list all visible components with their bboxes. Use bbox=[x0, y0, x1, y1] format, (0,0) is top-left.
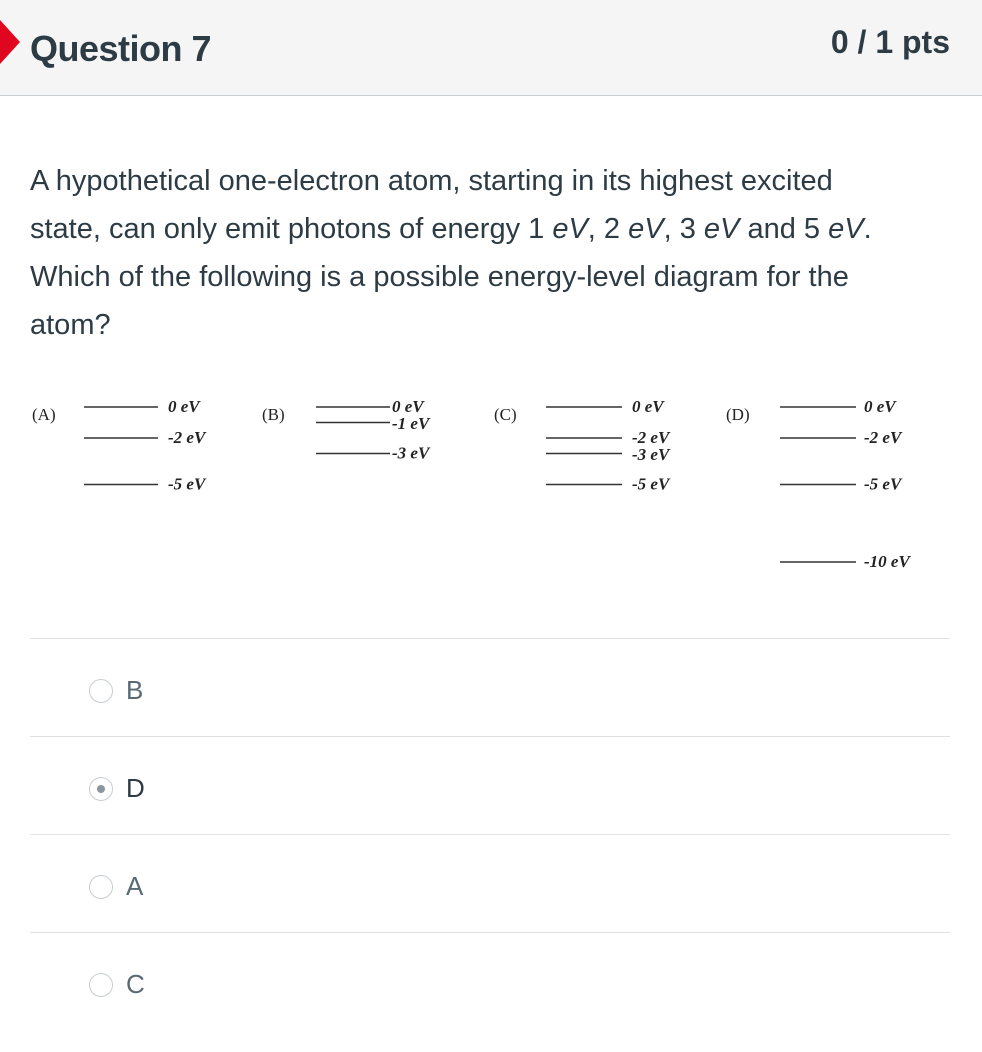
energy-level-label: -2 eV bbox=[632, 428, 670, 447]
answer-label: A bbox=[126, 871, 144, 901]
energy-level-label: -10 eV bbox=[864, 552, 910, 571]
diagram-d bbox=[726, 397, 911, 571]
answer-option[interactable] bbox=[30, 638, 950, 736]
question-title: Question 7 bbox=[30, 28, 212, 69]
diagram-label: (B) bbox=[262, 405, 285, 424]
energy-level-label: 0 eV bbox=[392, 397, 424, 416]
energy-level-label: 0 eV bbox=[864, 397, 896, 416]
energy-level-label: -1 eV bbox=[392, 414, 430, 433]
question-line-1: A hypothetical one-electron atom, starting in its highest excited bbox=[30, 165, 833, 197]
answer-label: D bbox=[126, 773, 145, 803]
answer-list bbox=[30, 638, 950, 1030]
question-line-3: Which of the following is a possible energy-level diagram for the bbox=[30, 261, 849, 293]
answer-option[interactable] bbox=[30, 736, 950, 834]
energy-level-label: 0 eV bbox=[632, 397, 664, 416]
energy-level-label: -5 eV bbox=[864, 474, 902, 494]
energy-level-label: -5 eV bbox=[632, 474, 670, 494]
energy-level-diagrams-svg bbox=[0, 380, 982, 600]
diagram-c bbox=[494, 397, 671, 494]
answer-radio-selected[interactable] bbox=[89, 777, 113, 801]
answer-radio[interactable] bbox=[89, 875, 113, 899]
question-points: 0 / 1 pts bbox=[830, 24, 950, 60]
energy-level-label: -5 eV bbox=[168, 474, 206, 494]
incorrect-flag-icon bbox=[0, 20, 20, 64]
answer-radio[interactable] bbox=[89, 973, 113, 997]
question-text: A hypothetical one-electron atom, starting in its highest excited state, can only emit photons of energy 1 eV, 2 eV, 3 eV and 5 eV. Which of the following is a possible energy-level diagram for the atom? bbox=[30, 165, 872, 341]
energy-level-label: -3 eV bbox=[392, 443, 430, 463]
diagram-a bbox=[32, 397, 207, 494]
answer-option[interactable] bbox=[30, 834, 950, 932]
energy-level-label: -3 eV bbox=[632, 445, 670, 464]
question-header bbox=[0, 0, 982, 96]
energy-level-label: -2 eV bbox=[864, 428, 902, 447]
diagram-label: (C) bbox=[494, 405, 517, 424]
answer-label: C bbox=[126, 969, 145, 999]
diagram-label: (D) bbox=[726, 405, 750, 424]
question-line-4: atom? bbox=[30, 309, 111, 341]
answer-radio[interactable] bbox=[89, 679, 113, 703]
energy-level-label: 0 eV bbox=[168, 397, 200, 416]
energy-level-diagrams bbox=[0, 380, 982, 600]
answer-label: B bbox=[126, 675, 144, 705]
energy-level-label: -2 eV bbox=[168, 428, 206, 447]
answer-option[interactable] bbox=[30, 932, 950, 1030]
diagram-b bbox=[262, 397, 431, 463]
diagram-label: (A) bbox=[32, 405, 56, 424]
